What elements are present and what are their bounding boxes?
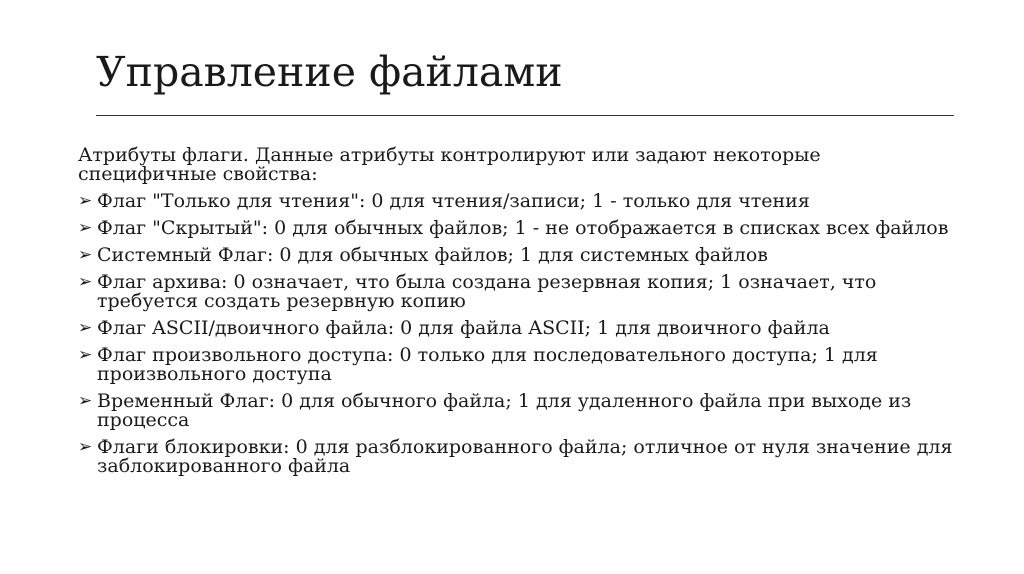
- title-divider: [96, 115, 954, 116]
- arrow-bullet-icon: ➢: [78, 391, 93, 411]
- bullet-text: Флаг "Скрытый": 0 для обычных файлов; 1 - не отображается в списках всех файлов: [97, 217, 949, 239]
- bullet-text: Флаг архива: 0 означает, что была создана резервная копия; 1 означает, что требуется создать резервную копию: [97, 271, 877, 312]
- bullet-item: [78, 392, 958, 430]
- arrow-bullet-icon: ➢: [78, 191, 93, 211]
- bullet-item: [78, 273, 958, 311]
- bullet-item: [78, 346, 958, 384]
- bullet-item: [78, 438, 958, 476]
- bullet-text: Флаги блокировки: 0 для разблокированного файла; отличное от нуля значение для заблокированного файла: [97, 436, 953, 477]
- bullet-list: [78, 192, 958, 476]
- bullet-text: Флаг произвольного доступа: 0 только для последовательного доступа; 1 для произвольного доступа: [97, 344, 878, 385]
- arrow-bullet-icon: ➢: [78, 245, 93, 265]
- intro-text: Атрибуты флаги. Данные атрибуты контролируют или задают некоторые специфичные свойства:: [78, 144, 821, 185]
- bullet-text: Флаг ASCII/двоичного файла: 0 для файла ASCII; 1 для двоичного файла: [97, 317, 830, 339]
- slide-title: Управление файлами: [96, 48, 563, 96]
- bullet-item: [78, 246, 958, 265]
- bullet-text: Временный Флаг: 0 для обычного файла; 1 для удаленного файла при выходе из процесса: [97, 390, 912, 431]
- arrow-bullet-icon: ➢: [78, 318, 93, 338]
- slide-content: [78, 146, 958, 484]
- bullet-item: [78, 219, 958, 238]
- bullet-item: [78, 319, 958, 338]
- arrow-bullet-icon: ➢: [78, 272, 93, 292]
- arrow-bullet-icon: ➢: [78, 218, 93, 238]
- bullet-text: Флаг "Только для чтения": 0 для чтения/записи; 1 - только для чтения: [97, 190, 810, 212]
- bullet-item: [78, 192, 958, 211]
- arrow-bullet-icon: ➢: [78, 345, 93, 365]
- bullet-text: Системный Флаг: 0 для обычных файлов; 1 для системных файлов: [97, 244, 768, 266]
- arrow-bullet-icon: ➢: [78, 437, 93, 457]
